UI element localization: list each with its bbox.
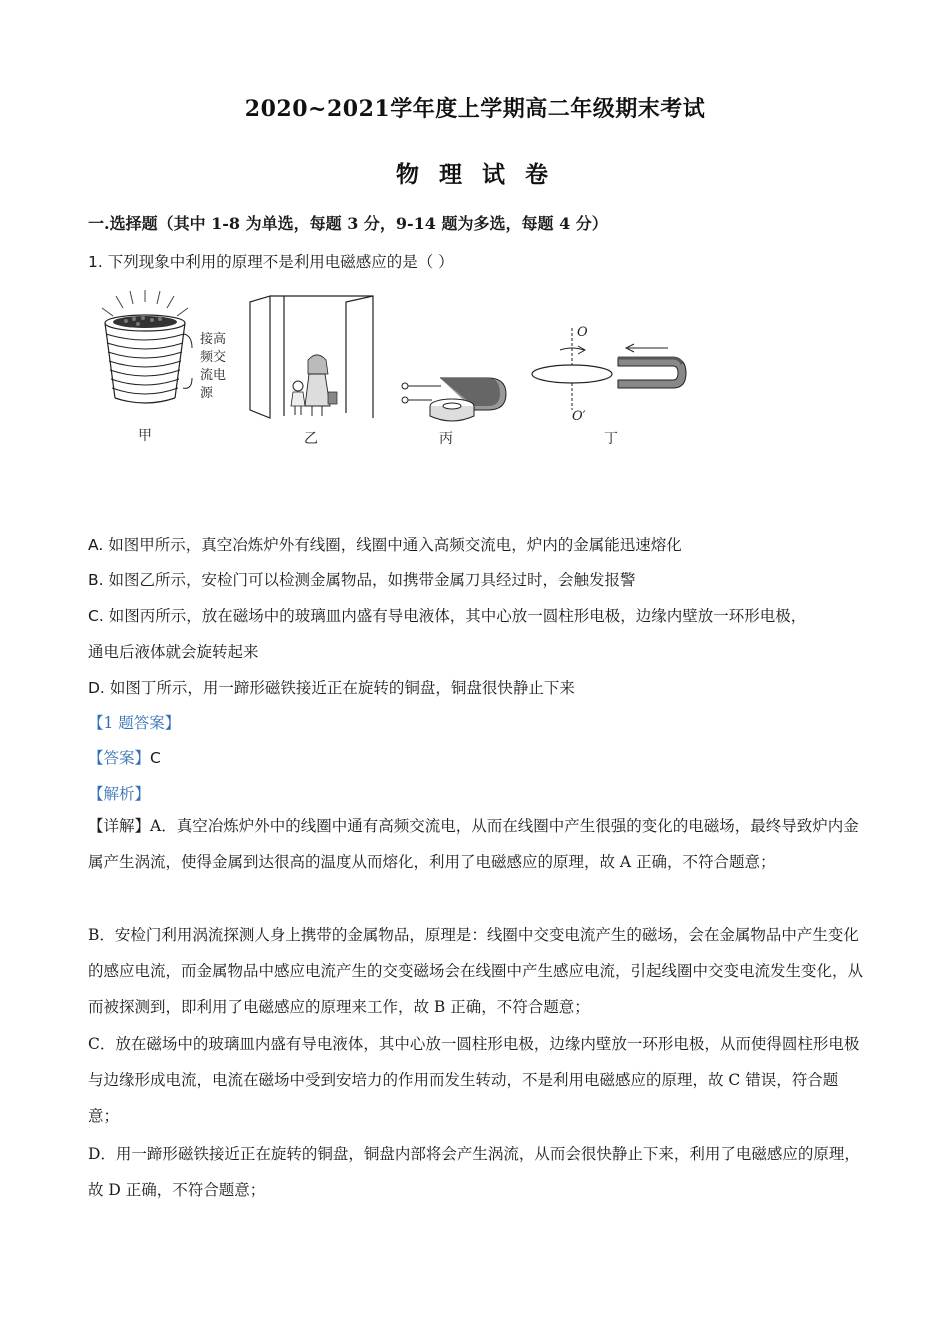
detail-label: 【详解】 — [88, 817, 151, 835]
option-b — [88, 568, 636, 590]
section-heading: 一.选择题（其中 1-8 为单选，每题 3 分，9-14 题为多选，每题 4 分） — [88, 214, 608, 233]
option-d-text: 如图丁所示，用一蹄形磁铁接近正在旋转的铜盘，铜盘很快静止下来 — [109, 679, 575, 697]
panel-label-bing: 丙 — [439, 431, 453, 447]
option-c-text: 如图丙所示，放在磁场中的玻璃皿内盛有导电液体，其中心放一圆柱形电极，边缘内壁放一环形电极， — [108, 607, 807, 625]
coil-label-line-1: 接高 — [200, 332, 227, 347]
option-a-text: 如图甲所示，真空冶炼炉外有线圈，线圈中通入高频交流电，炉内的金属能迅速熔化 — [108, 536, 682, 554]
answer-tag: 【1 题答案】 — [88, 714, 181, 732]
option-b-text: 如图乙所示，安检门可以检测金属物品，如携带金属刀具经过时，会触发报警 — [108, 571, 636, 589]
analysis-paragraph-d: D．用一蹄形磁铁接近正在旋转的铜盘，铜盘内部将会产生涡流，从而会很快静止下来，利用了电磁感应的原理，故 D 正确，不符合题意； — [88, 1145, 860, 1199]
panel-label-jia: 甲 — [138, 428, 152, 444]
option-a — [88, 533, 682, 555]
option-c-continued — [88, 640, 259, 662]
coil-label-line-3: 流电 — [200, 368, 227, 383]
question-figure — [88, 288, 708, 458]
answer-line — [88, 746, 161, 768]
exam-subtitle: 物 理 试 卷 — [395, 161, 555, 188]
option-c-letter: C. — [88, 607, 104, 625]
analysis-paragraph-c: C．放在磁场中的玻璃皿内盛有导电液体，其中心放一圆柱形电极，边缘内壁放一环形电极，从而使得圆柱形电极与边缘形成电流，电流在磁场中受到安培力的作用而发生转动，不是利用电磁感应的原理，故 C 错误，符合题意； — [88, 1035, 860, 1125]
arrow-left-icon — [626, 344, 668, 352]
analysis-label: 【解析】 — [88, 785, 151, 803]
panel-label-yi: 乙 — [304, 431, 318, 447]
panel-label-ding: 丁 — [604, 431, 618, 447]
people-figures-icon — [291, 355, 337, 416]
option-b-letter: B. — [88, 571, 104, 589]
security-gate-illustration — [250, 296, 373, 447]
option-d — [88, 676, 575, 698]
option-a-letter: A. — [88, 536, 104, 554]
option-d-letter: D. — [88, 679, 105, 697]
axis-top-label: O — [577, 325, 588, 340]
analysis-paragraph-b: B．安检门利用涡流探测人身上携带的金属物品，原理是：线圈中交变电流产生的磁场，会在金属物品中产生变化的感应电流，而金属物品中感应电流产生的交变磁场会在线圈中产生感应电流，引起线圈中交变电流发生变化，从而被探测到，即利用了电磁感应的原理来工作，故 B 正确，不符合题意； — [88, 926, 864, 1016]
option-c-text-continued: 通电后液体就会旋转起来 — [88, 643, 259, 661]
analysis-paragraph-a — [88, 808, 868, 880]
axis-bottom-label: O′ — [572, 409, 586, 424]
answer-label: 【答案】 — [88, 749, 151, 767]
question-number: 1. — [88, 253, 103, 271]
glass-dish-illustration — [402, 378, 506, 447]
coil-label-line-4: 源 — [200, 386, 214, 401]
analysis-text-a: A．真空冶炼炉外中的线圈中通有高频交流电，从而在线圈中产生很强的变化的电磁场，最终导致炉内金属产生涡流，使得金属到达很高的温度从而熔化，利用了电磁感应的原理，故 A 正确，不符合题意； — [88, 817, 859, 871]
answer-value: C — [150, 749, 161, 767]
exam-title: 2020~2021学年度上学期高二年级期末考试 — [244, 96, 706, 122]
question-stem: 下列现象中利用的原理不是利用电磁感应的是（ ） — [107, 253, 454, 271]
question-stem-line — [88, 250, 454, 272]
rotating-disk-illustration — [532, 325, 686, 447]
horseshoe-magnet-icon — [618, 358, 686, 388]
furnace-coil-illustration — [102, 290, 226, 444]
coil-label-line-2: 频交 — [200, 350, 227, 365]
option-c — [88, 604, 806, 626]
